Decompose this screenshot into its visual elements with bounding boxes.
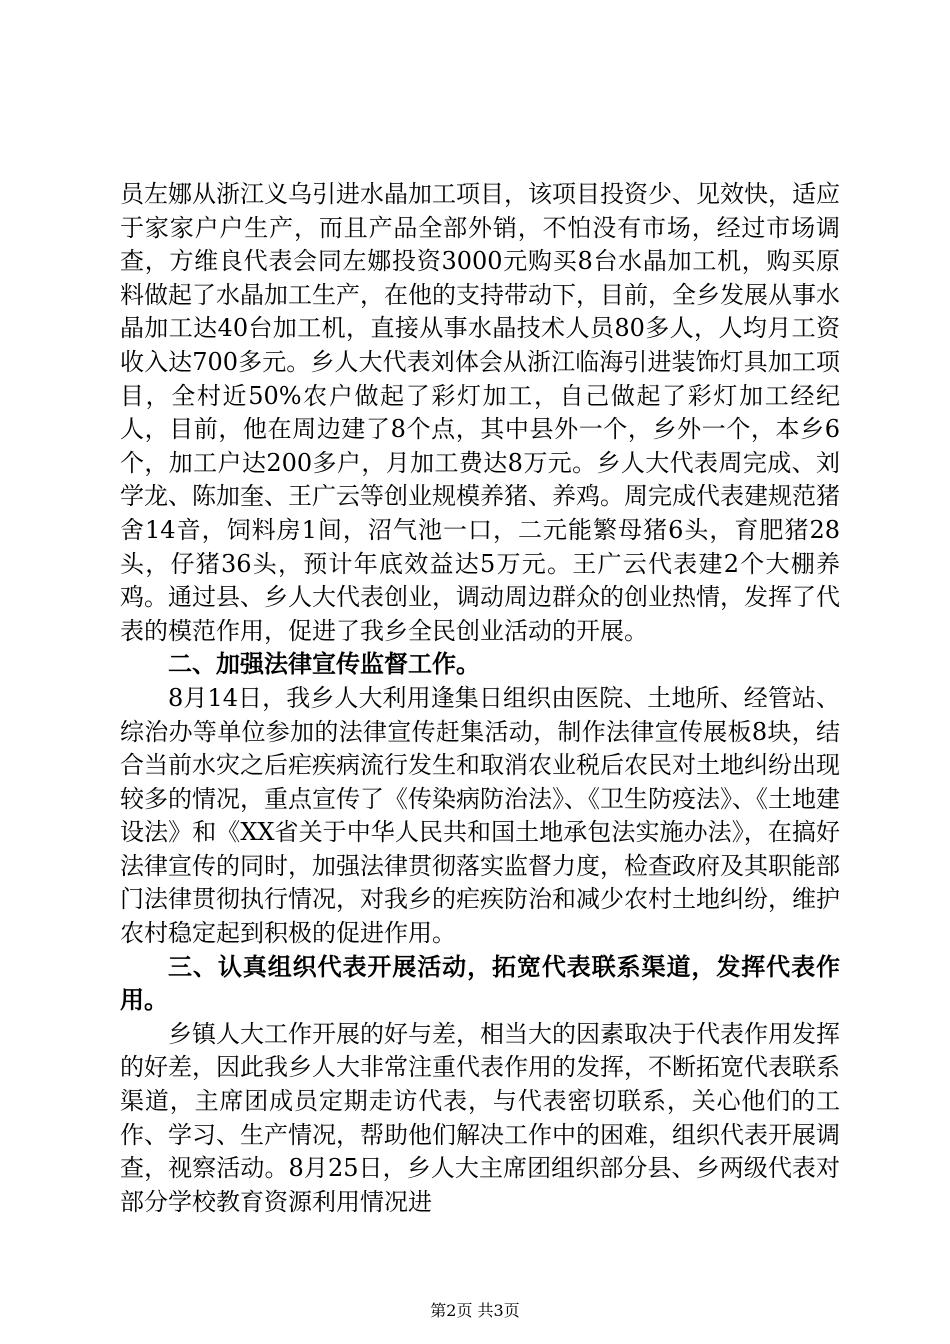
section-heading-2: 二、加强法律宣传监督工作。 <box>168 650 480 679</box>
paragraph-continued: 员左娜从浙江义乌引进水晶加工项目，该项目投资少、见效快，适应于家家户户生产，而且产品全部外销，不怕没有市场，经过市场调查，方维良代表会同左娜投资3000元购买8台水晶加工机，购买原料做起了水晶加工生产，在他的支持带动下，目前，全乡发展从事水晶加工达40台加工机，直接从事水晶技术人员80多人，人均月工资收入达700多元。乡人大代表刘体会从浙江临海引进装饰灯具加工项目，全村近50%农户做起了彩灯加工，自己做起了彩灯加工经纪人，目前，他在周边建了8个点，其中县外一个，乡外一个，本乡6个，加工户达200多户，月加工费达8万元。乡人大代表周完成、刘学龙、陈加奎、王广云等创业规模养猪、养鸡。周完成代表建规范猪舍14音，饲料房1间，沼气池一口，二元能繁母猪6头，育肥猪28头，仔猪36头，预计年底效益达5万元。王广云代表建2个大棚养鸡。通过县、乡人大代表创业，调动周边群众的创业热情，发挥了代表的模范作用，促进了我乡全民创业活动的开展。 <box>120 180 840 645</box>
section-heading-3: 三、认真组织代表开展活动，拓宽代表联系渠道，发挥代表作用。 <box>120 952 840 1015</box>
paragraph-legal-publicity: 8月14日，我乡人大利用逢集日组织由医院、土地所、经管站、综治办等单位参加的法律宣传赶集活动，制作法律宣传展板8块，结合当前水灾之后疟疾病流行发生和取消农业税后农民对土地纠纷出现较多的情况，重点宣传了《传染病防治法》、《卫生防疫法》、《土地建设法》和《XX省关于中华人民共和国土地承包法实施办法》，在搞好法律宣传的同时，加强法律贯彻落实监督力度，检查政府及其职能部门法律贯彻执行情况，对我乡的疟疾防治和减少农村土地纠纷，维护农村稳定起到积极的促进作用。 <box>120 683 840 948</box>
document-body <box>120 178 840 1219</box>
page-footer: 第2页 共3页 <box>430 1301 520 1320</box>
paragraph-representatives: 乡镇人大工作开展的好与差，相当大的因素取决于代表作用发挥的好差，因此我乡人大非常注重代表作用的发挥，不断拓宽代表联系渠道，主席团成员定期走访代表，与代表密切联系，关心他们的工作、学习、生产情况，帮助他们解决工作中的困难，组织代表开展调查，视察活动。8月25日，乡人大主席团组织部分县、乡两级代表对部分学校教育资源利用情况进 <box>120 1019 840 1216</box>
